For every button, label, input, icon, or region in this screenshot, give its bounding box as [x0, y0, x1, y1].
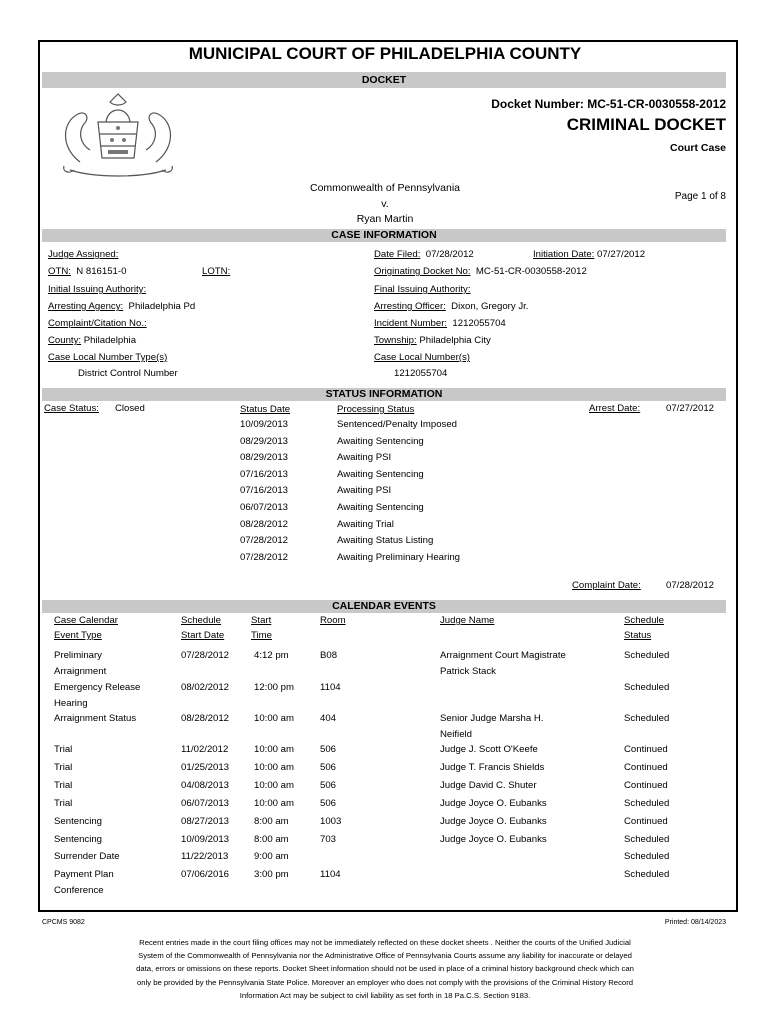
case-info-header: CASE INFORMATION — [42, 229, 726, 242]
processing-status: Awaiting PSI — [337, 452, 392, 464]
originating-docket-value: MC-51-CR-0030558-2012 — [475, 266, 587, 277]
docket-number: Docket Number: MC-51-CR-0030558-2012 — [491, 97, 726, 111]
event-start-time: 10:00 am — [254, 744, 295, 755]
event-start-time: 10:00 am — [254, 713, 295, 724]
event-status: Scheduled — [624, 682, 670, 693]
event-room: 1104 — [320, 869, 341, 880]
arresting-agency — [48, 301, 195, 313]
disclaimer-line: System of the Commonwealth of Pennsylvania nor the Administrative Office of Pennsylvania Courts assume any liability for inaccurate or delayed — [138, 951, 632, 961]
case-local-number: 1212055704 — [394, 368, 448, 379]
lotn-label: LOTN: — [202, 266, 231, 277]
event-start-time: 9:00 am — [254, 851, 289, 862]
status-date: 06/07/2013 — [240, 502, 289, 513]
disclaimer — [60, 936, 710, 1002]
case-local-number-label: Case Local Number(s) — [374, 352, 470, 363]
event-start-date: 04/08/2013 — [181, 780, 230, 791]
event-start-date: 06/07/2013 — [181, 798, 230, 809]
processing-status: Awaiting Preliminary Hearing — [337, 551, 460, 563]
col-event-type-1: Case Calendar — [54, 615, 118, 626]
event-type: Emergency Release — [54, 682, 141, 693]
event-type: Preliminary — [54, 650, 102, 661]
processing-status: Awaiting Trial — [337, 518, 394, 530]
processing-status: Awaiting Status Listing — [337, 535, 434, 547]
event-type: Trial — [54, 798, 73, 809]
processing-status: Awaiting Sentencing — [337, 502, 424, 513]
initiation-date — [533, 249, 645, 261]
col-start-date-2: Start Date — [181, 630, 225, 641]
col-event-type-2: Event Type — [54, 630, 102, 641]
event-start-time: 10:00 am — [254, 762, 295, 773]
event-judge: Senior Judge Marsha H. — [440, 713, 544, 724]
complaint-citation-label: Complaint/Citation No.: — [48, 318, 147, 329]
event-status: Continued — [624, 780, 668, 791]
event-start-date: 08/28/2012 — [181, 713, 230, 724]
caption-line-1: Commonwealth of Pennsylvania — [310, 182, 460, 194]
processing-status: Awaiting PSI — [337, 485, 392, 497]
event-start-time: 3:00 pm — [254, 869, 289, 880]
county-value: Philadelphia — [83, 335, 137, 346]
township — [374, 335, 491, 347]
event-status: Scheduled — [624, 713, 670, 724]
processing-status: Sentenced/Penalty Imposed — [337, 419, 458, 430]
col-status-1: Schedule — [624, 615, 665, 626]
event-start-date: 11/02/2012 — [181, 744, 229, 755]
county-label: County: — [48, 335, 82, 346]
event-room: B08 — [320, 650, 338, 661]
processing-status-header: Processing Status — [337, 404, 415, 415]
initiation-date-label: Initiation Date: — [533, 249, 595, 260]
event-judge: Neifield — [440, 729, 472, 740]
event-status: Scheduled — [624, 869, 670, 880]
event-room: 506 — [320, 762, 337, 773]
event-type: Trial — [54, 744, 73, 755]
event-type: Arraignment Status — [54, 713, 137, 724]
event-start-time: 12:00 pm — [254, 682, 295, 693]
event-start-date: 11/22/2013 — [181, 851, 229, 862]
event-type: Sentencing — [54, 816, 103, 827]
event-status: Continued — [624, 744, 668, 755]
event-start-date: 01/25/2013 — [181, 762, 230, 773]
event-start-date: 07/06/2016 — [181, 869, 230, 880]
complaint-date-value: 07/28/2012 — [666, 580, 715, 591]
pennsylvania-seal-icon — [50, 92, 186, 178]
event-start-time: 10:00 am — [254, 780, 295, 791]
event-room: 1003 — [320, 816, 342, 827]
event-type: Payment Plan — [54, 869, 114, 880]
event-status: Scheduled — [624, 798, 670, 809]
col-room: Room — [320, 615, 346, 626]
printed-date: Printed: 08/14/2023 — [664, 919, 726, 926]
status-date: 07/28/2012 — [240, 535, 289, 547]
disclaimer-line: Recent entries made in the court filing offices may not be immediately reflected on these docket sheets . Neither the courts of the Unified Judicial — [139, 938, 631, 947]
status-date: 08/29/2013 — [240, 452, 289, 464]
event-judge: Judge David C. Shuter — [440, 780, 537, 791]
case-status-label: Case Status: — [44, 403, 99, 414]
event-start-date: 08/02/2012 — [181, 682, 230, 693]
event-status: Scheduled — [624, 851, 670, 862]
status-info-header: STATUS INFORMATION — [42, 388, 726, 401]
caption-line-3: Ryan Martin — [356, 213, 414, 225]
status-date: 07/28/2012 — [240, 551, 289, 563]
col-start-date-1: Schedule — [181, 615, 222, 626]
otn — [48, 266, 126, 278]
event-room: 1104 — [320, 682, 341, 693]
disclaimer-line: only be provided by the Pennsylvania State Police. Moreover an employer who does not comply with the provisions of the Criminal History Record — [136, 977, 634, 987]
arrest-date-value: 07/27/2012 — [666, 403, 715, 414]
township-label: Township: — [374, 335, 417, 346]
event-judge: Judge J. Scott O'Keefe — [440, 744, 538, 755]
arresting-officer-value: Dixon, Gregory Jr. — [451, 301, 529, 312]
processing-status: Awaiting Sentencing — [337, 435, 424, 447]
incident-number-value: 1212055704 — [452, 318, 506, 329]
event-start-date: 08/27/2013 — [181, 816, 230, 827]
arrest-date-label: Arrest Date: — [589, 403, 641, 414]
event-type: Trial — [54, 762, 73, 773]
col-start-time-1: Start — [251, 615, 272, 626]
disclaimer-line: data, errors or omissions on these reports. Docket Sheet information should not be used in place of a criminal history background check which can — [136, 964, 634, 974]
form-id: CPCMS 9082 — [42, 919, 85, 926]
event-start-time: 10:00 am — [254, 798, 295, 809]
status-date: 07/16/2013 — [240, 485, 289, 497]
col-start-time-2: Time — [251, 630, 272, 641]
date-filed-value: 07/28/2012 — [425, 249, 474, 260]
disclaimer-line: Information Act may be subject to civil liability as set forth in 18 Pa.C.S. Section 9183. — [239, 990, 531, 1000]
event-status: Scheduled — [624, 650, 670, 661]
event-judge: Judge Joyce O. Eubanks — [440, 816, 547, 827]
event-room: 506 — [320, 798, 337, 809]
event-judge: Arraignment Court Magistrate — [440, 650, 566, 661]
event-start-time: 8:00 am — [254, 816, 289, 827]
col-status-2: Status — [624, 630, 652, 641]
event-room: 506 — [320, 780, 337, 791]
event-room: 506 — [320, 744, 337, 755]
arresting-agency-value: Philadelphia Pd — [128, 301, 196, 312]
arresting-agency-label: Arresting Agency: — [48, 301, 124, 312]
event-type: Sentencing — [54, 834, 103, 845]
initiation-date-value: 07/27/2012 — [597, 249, 646, 260]
status-date-header: Status Date — [240, 404, 291, 415]
originating-docket-label: Originating Docket No: — [374, 266, 471, 277]
event-type: Conference — [54, 885, 104, 896]
docket-bar: DOCKET — [42, 72, 726, 88]
event-status: Continued — [624, 762, 668, 773]
arresting-officer-label: Arresting Officer: — [374, 301, 446, 312]
event-judge: Judge T. Francis Shields — [440, 762, 545, 773]
event-judge: Patrick Stack — [440, 666, 496, 677]
final-issuing-authority-label: Final Issuing Authority: — [374, 284, 471, 295]
event-start-time: 4:12 pm — [254, 650, 289, 661]
case-local-number-type-label: Case Local Number Type(s) — [48, 352, 168, 363]
incident-number-label: Incident Number: — [374, 318, 448, 329]
case-kind: Court Case — [669, 142, 726, 154]
date-filed-label: Date Filed: — [374, 249, 421, 260]
date-filed — [374, 249, 474, 261]
status-date: 10/09/2013 — [240, 419, 289, 430]
originating-docket — [374, 266, 587, 278]
event-judge: Judge Joyce O. Eubanks — [440, 798, 547, 809]
judge-assigned-label: Judge Assigned: — [48, 249, 119, 260]
event-start-date: 10/09/2013 — [181, 834, 230, 845]
event-type: Trial — [54, 780, 73, 791]
incident-number — [374, 318, 506, 330]
event-room: 703 — [320, 834, 337, 845]
initial-issuing-authority-label: Initial Issuing Authority: — [48, 284, 147, 295]
court-title: MUNICIPAL COURT OF PHILADELPHIA COUNTY — [188, 44, 582, 63]
caption-line-2: v. — [381, 198, 389, 210]
case-status — [44, 403, 145, 415]
docket-type: CRIMINAL DOCKET — [566, 115, 726, 134]
processing-status: Awaiting Sentencing — [337, 468, 424, 480]
otn-value: N 816151-0 — [76, 266, 127, 277]
arresting-officer — [374, 301, 528, 313]
event-start-time: 8:00 am — [254, 834, 289, 845]
event-start-date: 07/28/2012 — [181, 650, 230, 661]
township-value: Philadelphia City — [419, 335, 491, 346]
event-type: Surrender Date — [54, 851, 120, 862]
case-local-number-type: District Control Number — [78, 368, 178, 379]
event-status: Continued — [624, 816, 668, 827]
calendar-header: CALENDAR EVENTS — [42, 600, 726, 613]
col-judge-name: Judge Name — [440, 615, 495, 626]
event-room: 404 — [320, 713, 337, 724]
page-number: Page 1 of 8 — [674, 191, 726, 202]
otn-label: OTN: — [48, 266, 71, 277]
status-date: 08/29/2013 — [240, 435, 289, 447]
event-judge: Judge Joyce O. Eubanks — [440, 834, 547, 845]
event-status: Scheduled — [624, 834, 670, 845]
event-type: Hearing — [54, 698, 88, 709]
status-date: 07/16/2013 — [240, 468, 289, 480]
complaint-date-label: Complaint Date: — [572, 580, 641, 591]
county — [48, 335, 136, 347]
event-type: Arraignment — [54, 666, 107, 677]
case-status-value: Closed — [114, 403, 145, 414]
status-date: 08/28/2012 — [240, 518, 289, 530]
